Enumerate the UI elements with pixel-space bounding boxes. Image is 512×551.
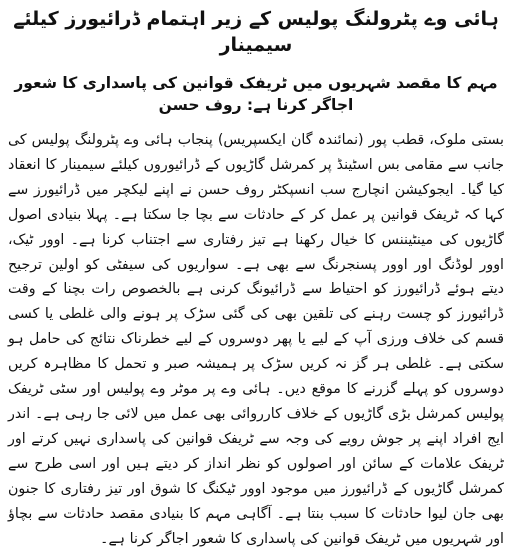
news-clipping bbox=[6, 4, 506, 547]
subheadline: مہم کا مقصد شہریوں میں ٹریفک قوانین کی پاسداری کا شعور اجاگر کرنا ہے: روف حسن bbox=[14, 74, 498, 114]
article-body: بستی ملوک، قطب پور (نمائندہ گان ایکسپریس) پنجاب ہائی وے پٹرولنگ پولیس کی جانب سے مقامی بس اسٹینڈ پر کمرشل گاڑیوں کے ڈرائیوروں کیلئے سیمینار کا انعقاد کیا گیا۔ ایجوکیشن انچارج سب انسپکٹر روف حسن نے اپنے لیکچر میں ڈرائیورز سے کہا کہ ٹریفک قوانین پر عمل کر کے حادثات سے بچا جا سکتا ہے۔ پہلا بنیادی اصول گاڑیوں کی مینٹیننس کا خیال رکھنا ہے تیز رفتاری سے اجتناب کرنا ہے۔ اوور ٹیک، اوور لوڈنگ اور اوور پسنجرنگ سے بھی ہے۔ سواریوں کی سیفٹی کو اولین ترجیح دیتے ہوئے ڈرائیورز کو احتیاط سے ڈرائیونگ کرنی ہے بالخصوص رات بچنا کے وقت ڈرائیورز کو چست رہنے کی تلقین بھی کی گئی سڑک پر ہونے والی غلطی یا کسی قسم کی خلاف ورزی آپ کے لیے یا پھر دوسروں کے لیے خطرناک نتائج کی حامل ہو سکتی ہے۔ غلطی ہر گز نہ کریں سڑک پر ہمیشہ صبر و تحمل کا مظاہرہ کریں دوسروں کو پہلے گزرنے کا موقع دیں۔ ہائی وے پر موٹر وے پولیس اور سٹی ٹریفک پولیس کمرشل بڑی گاڑیوں کے خلاف کارروائی بھی عمل میں لائی جا رہی ہے۔ اندر ایج افراد اپنے پر جوش رویے کی وجہ سے ٹریفک قوانین کی پاسداری نہیں کرتے اور ٹریفک علامات کے سائن اور اصولوں کو نظر انداز کر دیتے ہیں اور اسی طرح سے کمرشل گاڑیوں کے ڈرائیورز میں موجود اوور ٹیکنگ کا شوق اور تیز رفتاری کا جنون بھی جان لیوا حادثات کا سبب بنتا ہے۔ آگاہی مہم کا بنیادی مقصد حادثات سے بچاؤ اور شہریوں میں ٹریفک قوانین کی پاسداری کا شعور اجاگر کرنا ہے۔ bbox=[8, 132, 504, 547]
headline: ہائی وے پٹرولنگ پولیس کے زیر اہتمام ڈرائیورز کیلئے سیمینار bbox=[13, 8, 499, 56]
